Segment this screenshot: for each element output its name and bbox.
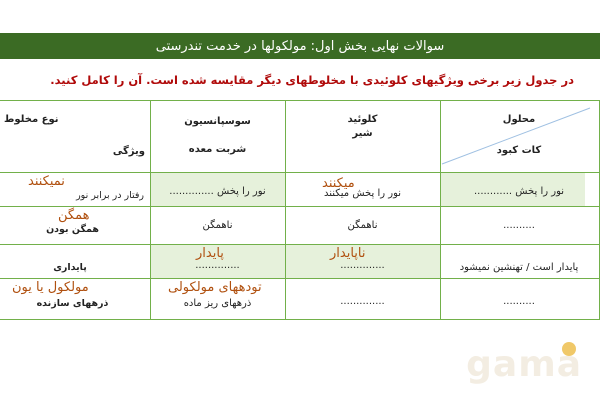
header-property-label: ویژگی: [112, 146, 145, 157]
row2-colloid: ناهمگن: [347, 220, 378, 231]
header-type-label: نوع مخلوط: [4, 114, 59, 125]
row2-property-note: همگن: [58, 208, 90, 223]
header-colloid: کلوئید: [347, 114, 378, 125]
gama-logo: gama: [466, 344, 582, 385]
row3-colloid-note: ناپایدار: [330, 246, 366, 261]
grid-line: [0, 172, 600, 173]
row1-suspension: نور را پخش ..............: [169, 186, 266, 197]
grid-line: [0, 206, 600, 207]
row1-colloid-note: میکنند: [322, 176, 355, 191]
row1-colloid: نور را پخش میکنند: [323, 188, 402, 199]
header-suspension-example: شربت معده: [188, 144, 247, 155]
header-suspension: سوسپانسیون: [184, 116, 251, 127]
row4-suspension: ذرههای ریز ماده: [183, 298, 252, 309]
row1-solution: نور را پخش ............: [473, 186, 565, 197]
row4-colloid: ..............: [340, 296, 385, 307]
row4-property: ذرههای سازنده: [36, 298, 109, 309]
row4-property-note: مولکول یا یون: [12, 280, 89, 295]
row1-property: رفتار در برابر نور: [76, 190, 144, 201]
row3-solution: پایدار است / تهنشین نمیشود: [459, 262, 579, 273]
row2-suspension: ناهمگن: [202, 220, 233, 231]
row2-solution: ..........: [503, 220, 535, 231]
row3-suspension-note: پایدار: [196, 246, 224, 261]
grid-line: [0, 319, 600, 320]
row3-suspension: ..............: [195, 260, 240, 271]
row2-property: همگن بودن: [46, 224, 99, 235]
header-colloid-example: شیر: [352, 128, 373, 139]
row4-suspension-note: تودههای مولکولی: [168, 280, 262, 295]
row3-colloid: ..............: [340, 260, 385, 271]
question-prompt: در جدول زیر برخی ویژگیهای کلوئیدی با مخلوطهای دیگر مقایسه شده است. آن را کامل کنید.: [50, 73, 574, 87]
grid-line: [150, 100, 151, 320]
header-solution-example: کات کبود: [496, 145, 542, 156]
grid-line: [0, 244, 600, 245]
row1-property-note: نمیکنند: [28, 174, 65, 189]
grid-line: [0, 278, 600, 279]
comparison-table: [0, 100, 600, 320]
banner-title: سوالات نهایی بخش اول: مولکولها در خدمت تندرستی: [155, 38, 445, 54]
title-banner: [0, 33, 600, 59]
row3-property: پایداری: [53, 262, 87, 273]
row4-solution: ..........: [503, 296, 535, 307]
header-diagonal-line: [440, 100, 600, 172]
header-solution: محلول: [502, 114, 536, 125]
